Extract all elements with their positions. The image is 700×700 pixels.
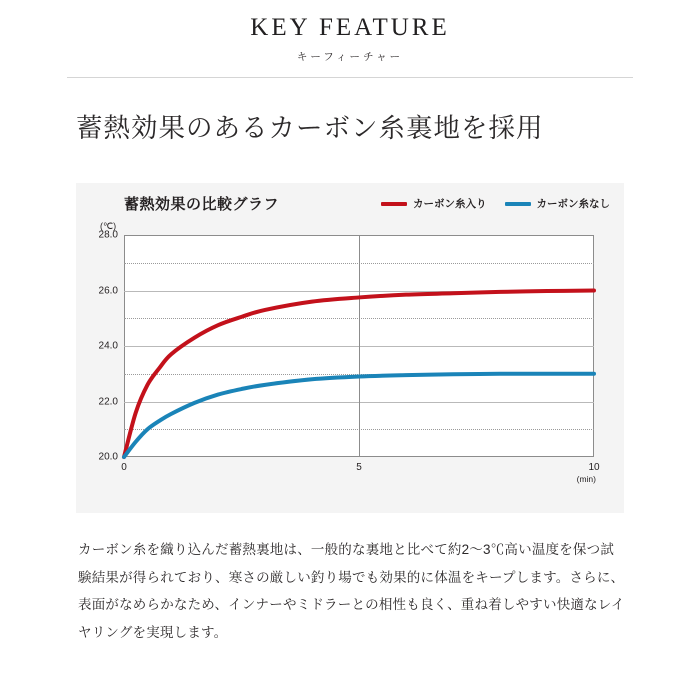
legend-swatch-series2	[505, 202, 531, 206]
chart-series-layer	[124, 235, 594, 457]
y-axis-tick-label: 24.0	[98, 340, 118, 352]
legend-swatch-series1	[381, 202, 407, 206]
legend-item-series2	[505, 196, 611, 211]
y-axis-tick-label: 28.0	[98, 229, 118, 241]
y-axis-tick-label: 22.0	[98, 396, 118, 407]
lead-headline: 蓄熱効果のあるカーボン糸裏地を採用	[76, 113, 544, 143]
y-axis-unit-label: (℃)	[100, 221, 117, 231]
chart-title: 蓄熱効果の比較グラフ	[124, 196, 280, 213]
legend-label-series1: カーボン糸入り	[413, 198, 487, 210]
body-paragraph: カーボン糸を織り込んだ蓄熱裏地は、一般的な裏地と比べて約2〜3℃高い温度を保つ試験結果が得られており、寒さの厳しい釣り場でも効果的に体温をキープします。さらに、表面がなめらかなため、インナーやミドラーとの相性も良く、重ね着しやすい快適なレイヤリングを実現します。	[78, 542, 625, 641]
x-axis-unit-label: (min)	[576, 474, 596, 484]
page-title: KEY FEATURE	[250, 14, 450, 41]
legend-label-series2: カーボン糸なし	[536, 198, 610, 210]
x-axis-tick-label: 10	[588, 462, 600, 473]
chart-line-series-2	[124, 374, 594, 457]
chart-legend	[381, 196, 610, 211]
x-axis-tick-label: 0	[121, 462, 127, 473]
legend-item-series1	[381, 196, 487, 211]
page-header	[0, 0, 700, 78]
header-divider	[67, 77, 633, 78]
x-axis-tick-label: 5	[356, 462, 362, 473]
page-subtitle: キーフィーチャー	[296, 51, 404, 63]
y-axis-tick-label: 20.0	[98, 451, 118, 463]
chart-card	[76, 183, 624, 513]
chart-header	[76, 183, 624, 219]
y-axis-tick-label: 26.0	[98, 285, 118, 296]
chart-plot-area	[98, 229, 600, 484]
